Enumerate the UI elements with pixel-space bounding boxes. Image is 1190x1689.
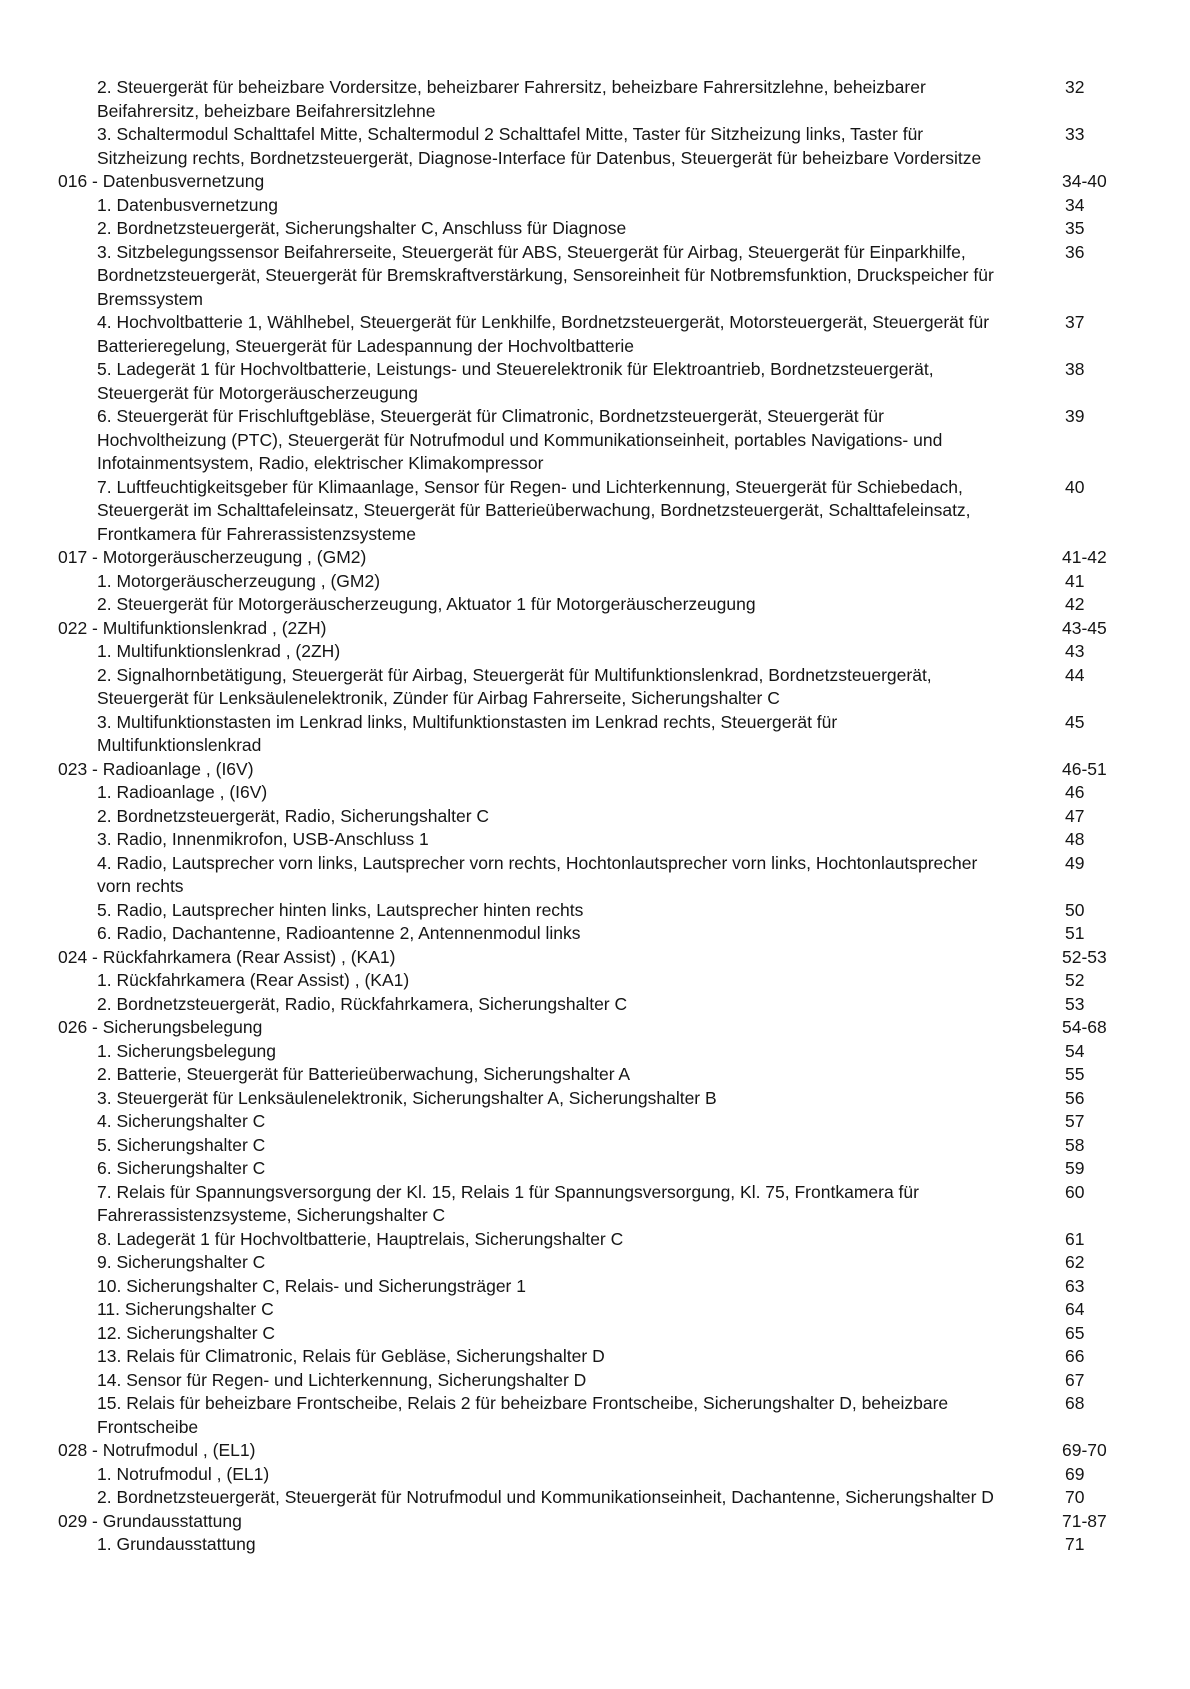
toc-page-number: 48 [1065, 829, 1085, 849]
toc-entry [0, 570, 1190, 594]
toc-entry [0, 1087, 1190, 1111]
toc-page-number: 68 [1065, 1393, 1085, 1413]
toc-entry [0, 76, 1190, 123]
toc-page-number: 41-42 [1062, 547, 1107, 567]
toc-section-title: 026 - Sicherungsbelegung [58, 1017, 263, 1037]
toc-entry [0, 1322, 1190, 1346]
toc-entry [0, 194, 1190, 218]
toc-entry [0, 1157, 1190, 1181]
toc-entry-title: 2. Steuergerät für Motorgeräuscherzeugung, Aktuator 1 für Motorgeräuscherzeugung [97, 594, 756, 614]
toc-entry-title: 13. Relais für Climatronic, Relais für Gebläse, Sicherungshalter D [97, 1346, 605, 1366]
toc-page-number: 64 [1065, 1299, 1085, 1319]
toc-entry [0, 476, 1190, 547]
toc-entry [0, 922, 1190, 946]
toc-page-number: 71-87 [1062, 1510, 1107, 1531]
toc-page-number: 52 [1065, 970, 1085, 990]
toc-entry-title: 3. Steuergerät für Lenksäulenelektronik, Sicherungshalter A, Sicherungshalter B [97, 1087, 717, 1108]
toc-entry-title: 8. Ladegerät 1 für Hochvoltbatterie, Hauptrelais, Sicherungshalter C [97, 1228, 624, 1249]
page-bottom-cutoff [0, 1629, 1190, 1689]
toc-entry-title: 9. Sicherungshalter C [97, 1252, 266, 1272]
toc-entry [0, 1298, 1190, 1322]
toc-entry [0, 1228, 1190, 1252]
toc-page-number: 53 [1065, 993, 1085, 1014]
toc-entry-title: 5. Radio, Lautsprecher hinten links, Lautsprecher hinten rechts [97, 899, 584, 920]
toc-entry-title: 7. Luftfeuchtigkeitsgeber für Klimaanlage, Sensor für Regen- und Lichterkennung, Steuergerät für Schiebedach, Steuergerät im Schalttafeleinsatz, Steuergerät für Batterieüberwachung, Bordnetzsteuergerät, Schalttafeleinsatz, Frontkamera für Fahrerassistenzsysteme [97, 476, 971, 544]
toc-entry [0, 828, 1190, 852]
toc-entry [0, 1063, 1190, 1087]
toc-entry [0, 593, 1190, 617]
toc-entry-title: 4. Sicherungshalter C [97, 1111, 266, 1131]
toc-page-number: 49 [1065, 852, 1085, 873]
toc-page-number: 69-70 [1062, 1440, 1107, 1460]
toc-entry-title: 11. Sicherungshalter C [97, 1299, 274, 1319]
toc-entry-title: 4. Radio, Lautsprecher vorn links, Lautsprecher vorn rechts, Hochtonlautsprecher vorn links, Hochtonlautsprecher vorn rechts [97, 852, 978, 896]
toc-section [0, 170, 1190, 194]
toc-entry-title: 12. Sicherungshalter C [97, 1322, 276, 1343]
toc-section [0, 758, 1190, 782]
toc-entry-title: 1. Rückfahrkamera (Rear Assist) , (KA1) [97, 970, 410, 990]
toc-entry [0, 711, 1190, 758]
toc-entry [0, 1110, 1190, 1134]
toc-page-number: 54 [1065, 1040, 1085, 1061]
toc-section [0, 1510, 1190, 1534]
table-of-contents [0, 76, 1190, 1557]
toc-page-number: 42 [1065, 594, 1085, 614]
toc-entry-title: 1. Motorgeräuscherzeugung , (GM2) [97, 570, 381, 591]
toc-page-number: 45 [1065, 711, 1085, 732]
toc-section [0, 617, 1190, 641]
toc-entry-title: 3. Radio, Innenmikrofon, USB-Anschluss 1 [97, 829, 429, 849]
toc-page-number: 57 [1065, 1111, 1085, 1131]
toc-entry [0, 1040, 1190, 1064]
toc-page-number: 69 [1065, 1463, 1085, 1484]
toc-page-number: 44 [1065, 664, 1085, 685]
toc-page-number: 34-40 [1062, 171, 1107, 191]
toc-entry [0, 664, 1190, 711]
toc-entry [0, 241, 1190, 312]
toc-page-number: 39 [1065, 406, 1085, 426]
toc-entry-title: 2. Bordnetzsteuergerät, Sicherungshalter C, Anschluss für Diagnose [97, 218, 627, 238]
toc-entry [0, 852, 1190, 899]
toc-entry [0, 405, 1190, 476]
toc-page-number: 35 [1065, 218, 1085, 238]
toc-page-number: 46-51 [1062, 758, 1107, 779]
toc-entry [0, 640, 1190, 664]
toc-page-number: 51 [1065, 923, 1085, 943]
toc-entry [0, 358, 1190, 405]
toc-section-title: 029 - Grundausstattung [58, 1510, 242, 1531]
toc-page-number: 62 [1065, 1252, 1085, 1272]
toc-entry [0, 1486, 1190, 1510]
toc-entry-title: 1. Sicherungsbelegung [97, 1040, 277, 1061]
toc-page-number: 41 [1065, 570, 1085, 591]
toc-entry-title: 2. Signalhornbetätigung, Steuergerät für Airbag, Steuergerät für Multifunktionslenkrad, Bordnetzsteuergerät, Steuergerät für Lenksäulenelektronik, Zünder für Airbag Fahrerseite, Sicherungshalter C [97, 664, 932, 708]
toc-section-title: 024 - Rückfahrkamera (Rear Assist) , (KA1) [58, 946, 396, 967]
toc-entry [0, 1463, 1190, 1487]
toc-entry [0, 311, 1190, 358]
toc-section-title: 023 - Radioanlage , (I6V) [58, 758, 254, 779]
toc-entry-title: 5. Ladegerät 1 für Hochvoltbatterie, Leistungs- und Steuerelektronik für Elektroantrieb, Bordnetzsteuergerät, Steuergerät für Motorgeräuscherzeugung [97, 359, 934, 403]
toc-page-number: 70 [1065, 1487, 1085, 1507]
toc-page-number: 54-68 [1062, 1017, 1107, 1037]
toc-entry-title: 1. Multifunktionslenkrad , (2ZH) [97, 641, 341, 661]
toc-page-number: 55 [1065, 1064, 1085, 1084]
toc-entry-title: 4. Hochvoltbatterie 1, Wählhebel, Steuergerät für Lenkhilfe, Bordnetzsteuergerät, Motorsteuergerät, Steuergerät für Batterieregelung, Steuergerät für Ladespannung der Hochvoltbatterie [97, 312, 990, 356]
toc-section-title: 017 - Motorgeräuscherzeugung , (GM2) [58, 547, 367, 567]
toc-entry-title: 3. Schaltermodul Schalttafel Mitte, Schaltermodul 2 Schalttafel Mitte, Taster für Sitzheizung links, Taster für Sitzheizung rechts, Bordnetzsteuergerät, Diagnose-Interface für Datenbus, Steuergerät für beheizbare Vordersitze [97, 124, 982, 168]
toc-entry [0, 805, 1190, 829]
toc-page-number: 67 [1065, 1369, 1085, 1390]
toc-entry [0, 1392, 1190, 1439]
toc-page-number: 56 [1065, 1087, 1085, 1108]
toc-entry-title: 3. Sitzbelegungssensor Beifahrerseite, Steuergerät für ABS, Steuergerät für Airbag, Steuergerät für Einparkhilfe, Bordnetzsteuergerät, Steuergerät für Bremskraftverstärkung, Sensoreinheit für Notbremsfunktion, Druckspeicher für Bremssystem [97, 241, 994, 309]
toc-page-number: 38 [1065, 359, 1085, 379]
toc-entry-title: 6. Steuergerät für Frischluftgebläse, Steuergerät für Climatronic, Bordnetzsteuergerät, Steuergerät für Hochvoltheizung (PTC), Steuergerät für Notrufmodul und Kommunikationseinheit, portables Navigations- und Infotainmentsystem, Radio, elektrischer Klimakompressor [97, 406, 943, 473]
toc-page-number: 63 [1065, 1275, 1085, 1296]
toc-entry-title: 1. Grundausstattung [97, 1534, 256, 1554]
toc-page-number: 50 [1065, 899, 1085, 920]
toc-page-number: 66 [1065, 1346, 1085, 1366]
toc-entry [0, 1181, 1190, 1228]
toc-page-number: 59 [1065, 1158, 1085, 1178]
toc-entry [0, 1369, 1190, 1393]
toc-entry [0, 899, 1190, 923]
toc-page-number: 34 [1065, 194, 1085, 215]
toc-page-number: 58 [1065, 1134, 1085, 1155]
toc-entry-title: 10. Sicherungshalter C, Relais- und Sicherungsträger 1 [97, 1275, 526, 1296]
toc-entry-title: 2. Batterie, Steuergerät für Batterieüberwachung, Sicherungshalter A [97, 1064, 631, 1084]
toc-section-title: 016 - Datenbusvernetzung [58, 171, 265, 191]
toc-entry-title: 6. Radio, Dachantenne, Radioantenne 2, Antennenmodul links [97, 923, 581, 943]
toc-page-number: 46 [1065, 782, 1085, 802]
toc-section-title: 022 - Multifunktionslenkrad , (2ZH) [58, 617, 327, 638]
toc-section [0, 1439, 1190, 1463]
toc-page-number: 43-45 [1062, 617, 1107, 638]
toc-entry [0, 1533, 1190, 1557]
toc-section [0, 1016, 1190, 1040]
toc-entry [0, 217, 1190, 241]
toc-entry-title: 2. Bordnetzsteuergerät, Steuergerät für Notrufmodul und Kommunikationseinheit, Dachantenne, Sicherungshalter D [97, 1487, 994, 1507]
toc-entry-title: 6. Sicherungshalter C [97, 1158, 266, 1178]
toc-entry [0, 993, 1190, 1017]
toc-page-number: 71 [1065, 1534, 1085, 1554]
toc-entry-title: 1. Datenbusvernetzung [97, 194, 278, 215]
toc-entry [0, 969, 1190, 993]
toc-entry-title: 2. Bordnetzsteuergerät, Radio, Sicherungshalter C [97, 805, 490, 826]
toc-entry [0, 123, 1190, 170]
toc-page-number: 36 [1065, 241, 1085, 262]
toc-entry-title: 1. Radioanlage , (I6V) [97, 782, 268, 802]
toc-page-number: 32 [1065, 77, 1085, 97]
toc-entry-title: 7. Relais für Spannungsversorgung der Kl. 15, Relais 1 für Spannungsversorgung, Kl. 75, Frontkamera für Fahrerassistenzsysteme, Sicherungshalter C [97, 1181, 919, 1225]
toc-entry [0, 1251, 1190, 1275]
toc-entry [0, 1345, 1190, 1369]
toc-section [0, 546, 1190, 570]
toc-entry-title: 14. Sensor für Regen- und Lichterkennung, Sicherungshalter D [97, 1369, 587, 1390]
toc-entry [0, 1134, 1190, 1158]
toc-entry-title: 15. Relais für beheizbare Frontscheibe, Relais 2 für beheizbare Frontscheibe, Sicherungshalter D, beheizbare Frontscheibe [97, 1393, 949, 1437]
toc-entry [0, 781, 1190, 805]
toc-page-number: 60 [1065, 1181, 1085, 1202]
toc-entry-title: 1. Notrufmodul , (EL1) [97, 1463, 270, 1484]
toc-section-title: 028 - Notrufmodul , (EL1) [58, 1440, 256, 1460]
toc-entry-title: 3. Multifunktionstasten im Lenkrad links, Multifunktionstasten im Lenkrad rechts, Steuergerät für Multifunktionslenkrad [97, 711, 838, 755]
toc-entry-title: 2. Bordnetzsteuergerät, Radio, Rückfahrkamera, Sicherungshalter C [97, 993, 628, 1014]
toc-entry-title: 5. Sicherungshalter C [97, 1134, 266, 1155]
toc-page-number: 37 [1065, 312, 1085, 332]
toc-page-number: 40 [1065, 476, 1085, 497]
toc-page-number: 65 [1065, 1322, 1085, 1343]
toc-page-number: 61 [1065, 1228, 1085, 1249]
toc-entry [0, 1275, 1190, 1299]
toc-page-number: 47 [1065, 805, 1085, 826]
toc-page-number: 43 [1065, 641, 1085, 661]
toc-page-number: 52-53 [1062, 946, 1107, 967]
toc-section [0, 946, 1190, 970]
toc-entry-title: 2. Steuergerät für beheizbare Vordersitze, beheizbarer Fahrersitz, beheizbare Fahrersitzlehne, beheizbarer Beifahrersitz, beheizbare Beifahrersitzlehne [97, 77, 926, 121]
toc-page-number: 33 [1065, 124, 1085, 144]
